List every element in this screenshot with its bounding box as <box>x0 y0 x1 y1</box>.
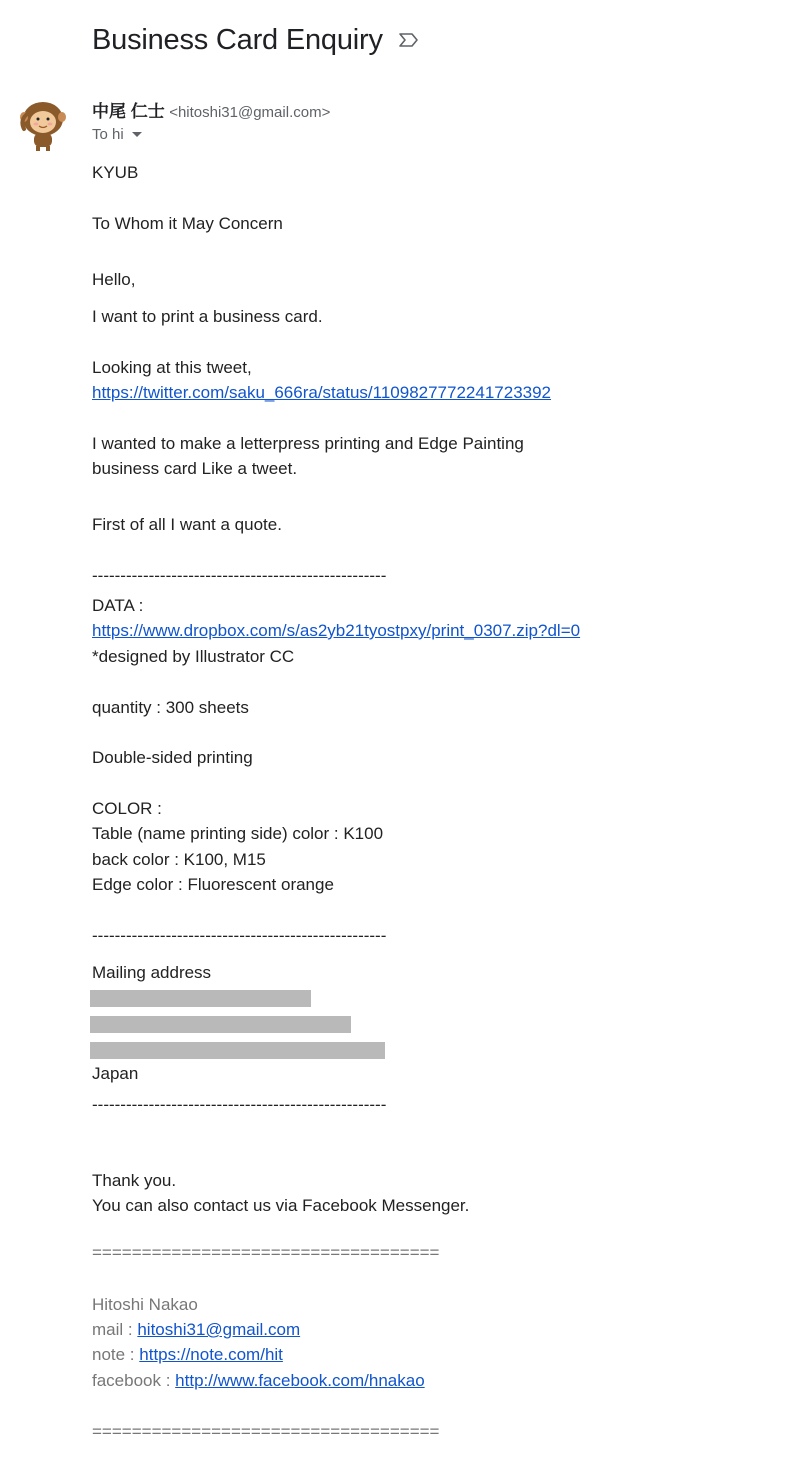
signature-name: Hitoshi Nakao <box>92 1295 198 1314</box>
subject-row <box>92 18 421 62</box>
body-line: Mailing address <box>92 963 212 982</box>
signature-facebook-row <box>92 1371 425 1391</box>
email-subject: Business Card Enquiry <box>92 23 383 56</box>
body-line: quantity : 300 sheets <box>92 698 249 717</box>
separator-line: ---------------------------------------------------- <box>92 926 387 945</box>
signature-note-row <box>92 1345 283 1365</box>
body-line: I wanted to make a letterpress printing and Edge Painting <box>92 434 524 453</box>
body-line: COLOR : <box>92 799 162 818</box>
tweet-link[interactable]: https://twitter.com/saku_666ra/status/1109827772241723392 <box>92 383 552 402</box>
signature-note-label: note : <box>92 1345 140 1364</box>
body-line: Table (name printing side) color : K100 <box>92 824 384 843</box>
body-line: back color : K100, M15 <box>92 850 266 869</box>
body-line: Hello, <box>92 270 136 289</box>
redacted-address-line <box>90 1042 385 1059</box>
body-line: Thank you. <box>92 1171 177 1190</box>
body-line: I want to print a business card. <box>92 307 323 326</box>
body-line: DATA : <box>92 596 144 615</box>
body-line: KYUB <box>92 163 139 182</box>
body-line: Japan <box>92 1064 139 1083</box>
signature-facebook-link[interactable]: http://www.facebook.com/hnakao <box>175 1371 425 1390</box>
body-line: To Whom it May Concern <box>92 214 283 233</box>
sender-name[interactable]: 中尾 仁士 <box>92 102 165 121</box>
sender-row <box>92 97 330 122</box>
separator-line: ---------------------------------------------------- <box>92 1095 387 1114</box>
caret-down-icon[interactable] <box>132 132 142 137</box>
signature-mail-link[interactable]: hitoshi31@gmail.com <box>137 1320 301 1339</box>
signature-mail-row <box>92 1320 300 1340</box>
avatar[interactable] <box>16 95 70 151</box>
redacted-address-line <box>90 990 311 1007</box>
recipient-label: To hi <box>92 126 124 143</box>
signature-note-link[interactable]: https://note.com/hit <box>139 1345 283 1364</box>
body-line: You can also contact us via Facebook Messenger. <box>92 1196 470 1215</box>
monkey-avatar-icon <box>16 95 70 151</box>
recipient-row[interactable] <box>92 126 142 143</box>
signature-separator: =================================== <box>92 1243 440 1262</box>
label-arrow-icon[interactable] <box>397 28 421 52</box>
body-line: *designed by Illustrator CC <box>92 647 295 666</box>
body-line: Double-sided printing <box>92 748 253 767</box>
signature-separator: =================================== <box>92 1422 440 1441</box>
redacted-address-line <box>90 1016 351 1033</box>
dropbox-link[interactable]: https://www.dropbox.com/s/as2yb21tyostpxy/print_0307.zip?dl=0 <box>92 621 581 640</box>
body-line: First of all I want a quote. <box>92 515 282 534</box>
signature-mail-label: mail : <box>92 1320 138 1339</box>
body-line: Edge color : Fluorescent orange <box>92 875 334 894</box>
signature-facebook-label: facebook : <box>92 1371 176 1390</box>
separator-line: ---------------------------------------------------- <box>92 566 387 585</box>
sender-email: <hitoshi31@gmail.com> <box>169 104 331 121</box>
body-line: Looking at this tweet, <box>92 358 252 377</box>
body-line: business card Like a tweet. <box>92 459 298 478</box>
